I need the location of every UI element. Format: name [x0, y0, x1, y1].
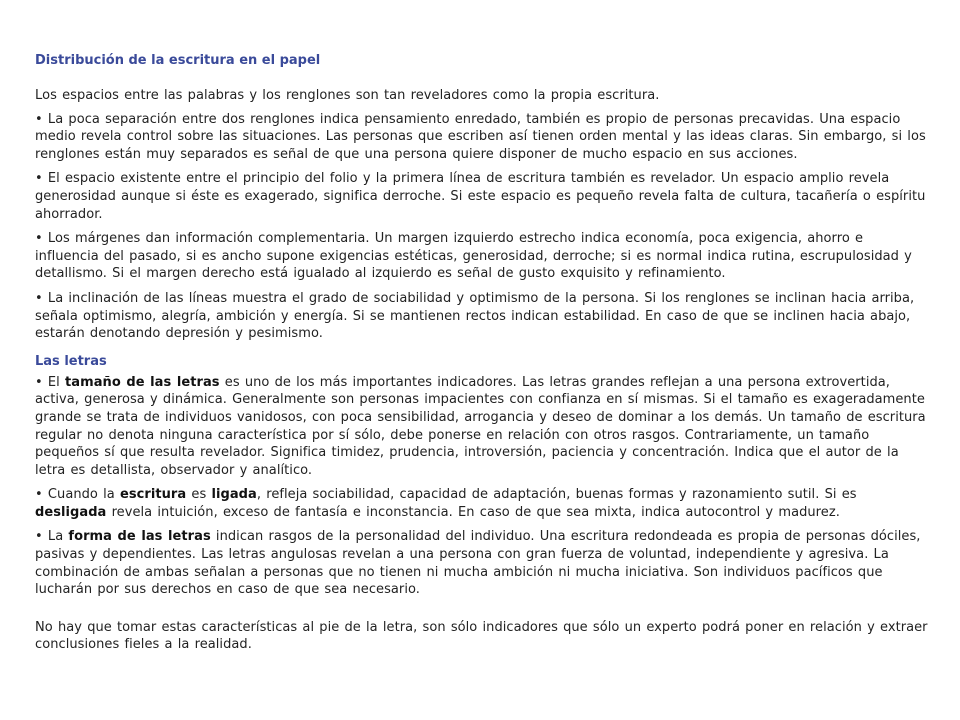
p2-bold-escritura: escritura — [119, 487, 187, 503]
p1-bold: tamaño de las letras — [65, 374, 220, 390]
section-title-letras: Las letras — [35, 353, 107, 369]
paragraph-tamano-letras — [35, 374, 930, 480]
paragraph-escritura-ligada — [35, 486, 930, 521]
bullet-margenes: • Los márgenes dan información complementaria. Un margen izquierdo estrecho indica economía, poca exigencia, ahorro e influencia del pasado, si es ancho supone exigencias estéticas, generosidad, derroche; si es normal indica rutina, escrupulosidad y detallismo. Si el margen derecho está igualado al izquierdo es señal de gusto exquisito y refinamiento. — [35, 231, 912, 282]
closing-paragraph: No hay que tomar estas características al pie de la letra, son sólo indicadores que sólo un experto podrá poner en relación y extraer conclusiones fieles a la realidad. — [35, 619, 928, 653]
bullet-inclinacion: • La inclinación de las líneas muestra el grado de sociabilidad y optimismo de la persona. Si los renglones se inclinan hacia arriba, señala optimismo, alegría, ambición y energía. Si se mantienen rectos indican estabilidad. En caso de que se inclinen hacia abajo, estarán denotando depresión y pesimismo. — [35, 290, 915, 342]
document-body — [35, 52, 930, 654]
p2-bold-desligada: desligada — [35, 504, 107, 520]
p2-bold-ligada: ligada — [211, 487, 257, 503]
p3-pre: • La — [35, 529, 69, 545]
p3-post: indican rasgos de la personalidad del individuo. Una escritura redondeada es propia de personas dóciles, pasivas y dependientes. Las letras angulosas revelan a una persona con gran fuerza de voluntad, independiente y agresiva. La combinación de ambas señalan a personas que no tienen ni mucha ambición ni mucha iniciativa. Son individuos pacíficos que lucharán por sus derechos en caso de que sea necesario. — [35, 529, 921, 598]
p1-post: es uno de los más importantes indicadores. Las letras grandes reflejan a una persona extrovertida, activa, generosa y dinámica. Generalmente son personas impacientes con confianza en sí mismas. Si el tamaño es exageradamente grande se trata de individuos vanidosos, con poca sensibilidad, arrogancia y deseo de dominar a los demás. Un tamaño de escritura regular no denota ninguna característica por sí sólo, debe ponerse en relación con otros rasgos. Contrariamente, un tamaño pequeños sí que resulta revelador. Significa timidez, prudencia, introversión, paciencia y concentración. Indica que el autor de la letra es detallista, observador y analítico. — [35, 374, 926, 478]
bullet-espacio-folio: • El espacio existente entre el principio del folio y la primera línea de escritura también es revelador. Un espacio amplio revela generosidad aunque si éste es exagerado, significa derroche. Si este espacio es pequeño revela falta de cultura, tacañería o espíritu ahorrador. — [35, 171, 926, 222]
p2-mid1: es — [186, 487, 212, 503]
section-title-distribucion: Distribución de la escritura en el papel — [35, 53, 321, 68]
p2-mid2: , refleja sociabilidad, capacidad de adaptación, buenas formas y razonamiento sutil. Si es — [256, 487, 857, 503]
p3-bold: forma de las letras — [68, 529, 211, 545]
intro-paragraph: Los espacios entre las palabras y los renglones son tan reveladores como la propia escritura. — [35, 88, 660, 103]
p2-post: revela intuición, exceso de fantasía e inconstancia. En caso de que sea mixta, indica autocontrol y madurez. — [106, 504, 840, 520]
paragraph-forma-letras — [35, 528, 930, 598]
p2-pre: • Cuando la — [35, 487, 120, 503]
p1-pre: • El — [35, 374, 66, 390]
bullet-renglones: • La poca separación entre dos renglones indica pensamiento enredado, también es propio de personas precavidas. Una espacio medio revela control sobre las situaciones. Las personas que escriben así tienen orden mental y las ideas claras. Sin embargo, si los renglones están muy separados es señal de que una persona quiere disponer de mucho espacio en sus acciones. — [35, 111, 926, 162]
